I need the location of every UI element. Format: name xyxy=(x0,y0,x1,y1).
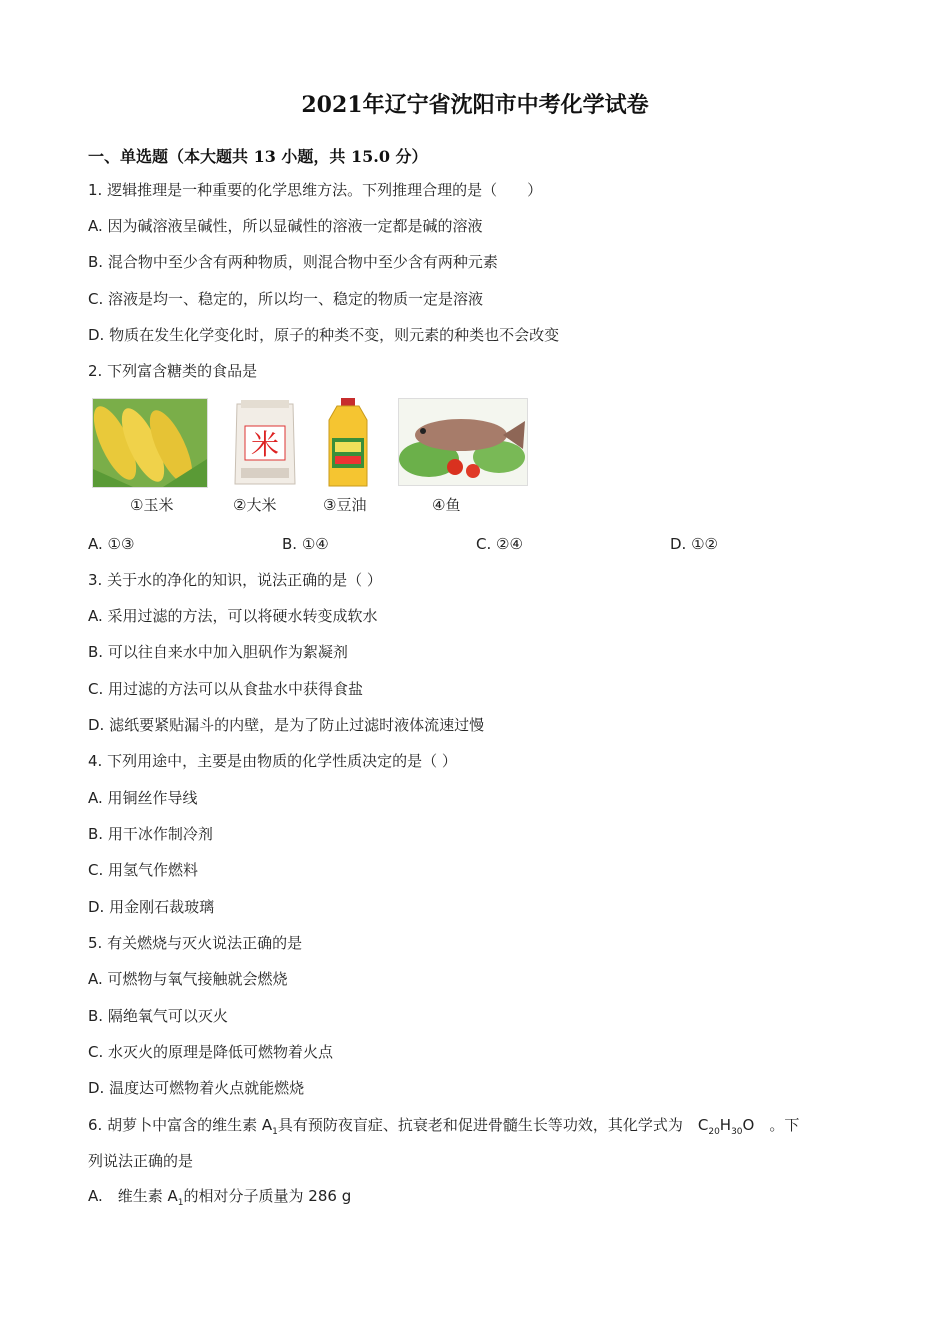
q3-option-b: B. 可以往自来水中加入胆矾作为絮凝剂 xyxy=(88,643,348,661)
q4-option-b: B. 用干冰作制冷剂 xyxy=(88,825,213,843)
q1-option-c: C. 溶液是均一、稳定的，所以均一、稳定的物质一定是溶液 xyxy=(88,290,484,308)
q2-stem: 2. 下列富含糖类的食品是 xyxy=(88,362,258,380)
rice-bag-label: 米 xyxy=(250,428,280,461)
q5-option-c: C. 水灭火的原理是降低可燃物着火点 xyxy=(88,1043,334,1061)
q6-stem-continued: 列说法正确的是 xyxy=(88,1152,194,1170)
q4-option-a: A. 用铜丝作导线 xyxy=(88,789,198,807)
page-title: 2021年辽宁省沈阳市中考化学试卷 xyxy=(301,92,649,118)
caption-oil: ③豆油 xyxy=(323,496,367,514)
q1-option-b: B. 混合物中至少含有两种物质，则混合物中至少含有两种元素 xyxy=(88,253,498,271)
q3-option-d: D. 滤纸要紧贴漏斗的内壁，是为了防止过滤时液体流速过慢 xyxy=(88,716,485,734)
q1-option-a: A. 因为碱溶液呈碱性，所以显碱性的溶液一定都是碱的溶液 xyxy=(88,217,483,235)
q5-option-b: B. 隔绝氧气可以灭火 xyxy=(88,1007,228,1025)
caption-rice: ②大米 xyxy=(233,496,277,514)
q3-stem: 3. 关于水的净化的知识，说法正确的是（ ） xyxy=(88,571,382,589)
q5-option-d: D. 温度达可燃物着火点就能燃烧 xyxy=(88,1079,305,1097)
q1-stem: 1. 逻辑推理是一种重要的化学思维方法。下列推理合理的是（ ） xyxy=(88,181,543,199)
caption-fish: ④鱼 xyxy=(432,496,461,514)
fish-image xyxy=(398,398,528,486)
q5-option-a: A. 可燃物与氧气接触就会燃烧 xyxy=(88,970,288,988)
q5-stem: 5. 有关燃烧与灭火说法正确的是 xyxy=(88,934,303,952)
section-heading: 一、单选题（本大题共 13 小题，共 15.0 分） xyxy=(88,147,428,166)
q4-option-c: C. 用氢气作燃料 xyxy=(88,861,199,879)
rice-bag-image xyxy=(233,398,297,488)
caption-corn: ①玉米 xyxy=(130,496,174,514)
q6-option-a: A. 维生素 $A_1$的相对分子质量为 286 g xyxy=(88,1187,352,1208)
q3-option-c: C. 用过滤的方法可以从食盐水中获得食盐 xyxy=(88,680,364,698)
oil-bottle-image xyxy=(323,398,373,490)
q4-option-d: D. 用金刚石裁玻璃 xyxy=(88,898,215,916)
q4-stem: 4. 下列用途中，主要是由物质的化学性质决定的是（ ） xyxy=(88,752,457,770)
q2-option-a: A. ①③ xyxy=(88,535,135,553)
q2-option-d: D. ①② xyxy=(670,535,718,553)
q2-option-b: B. ①④ xyxy=(282,535,329,553)
q6-stem: 6. 胡萝卜中富含的维生素 $A_1$具有预防夜盲症、抗衰老和促进骨髓生长等功效，其化学式为 $C_{20}H_{30}O$ 。下 xyxy=(88,1116,800,1137)
corn-image xyxy=(92,398,208,488)
q3-option-a: A. 采用过滤的方法，可以将硬水转变成软水 xyxy=(88,607,378,625)
q1-option-d: D. 物质在发生化学变化时，原子的种类不变，则元素的种类也不会改变 xyxy=(88,326,560,344)
q2-option-c: C. ②④ xyxy=(476,535,523,553)
